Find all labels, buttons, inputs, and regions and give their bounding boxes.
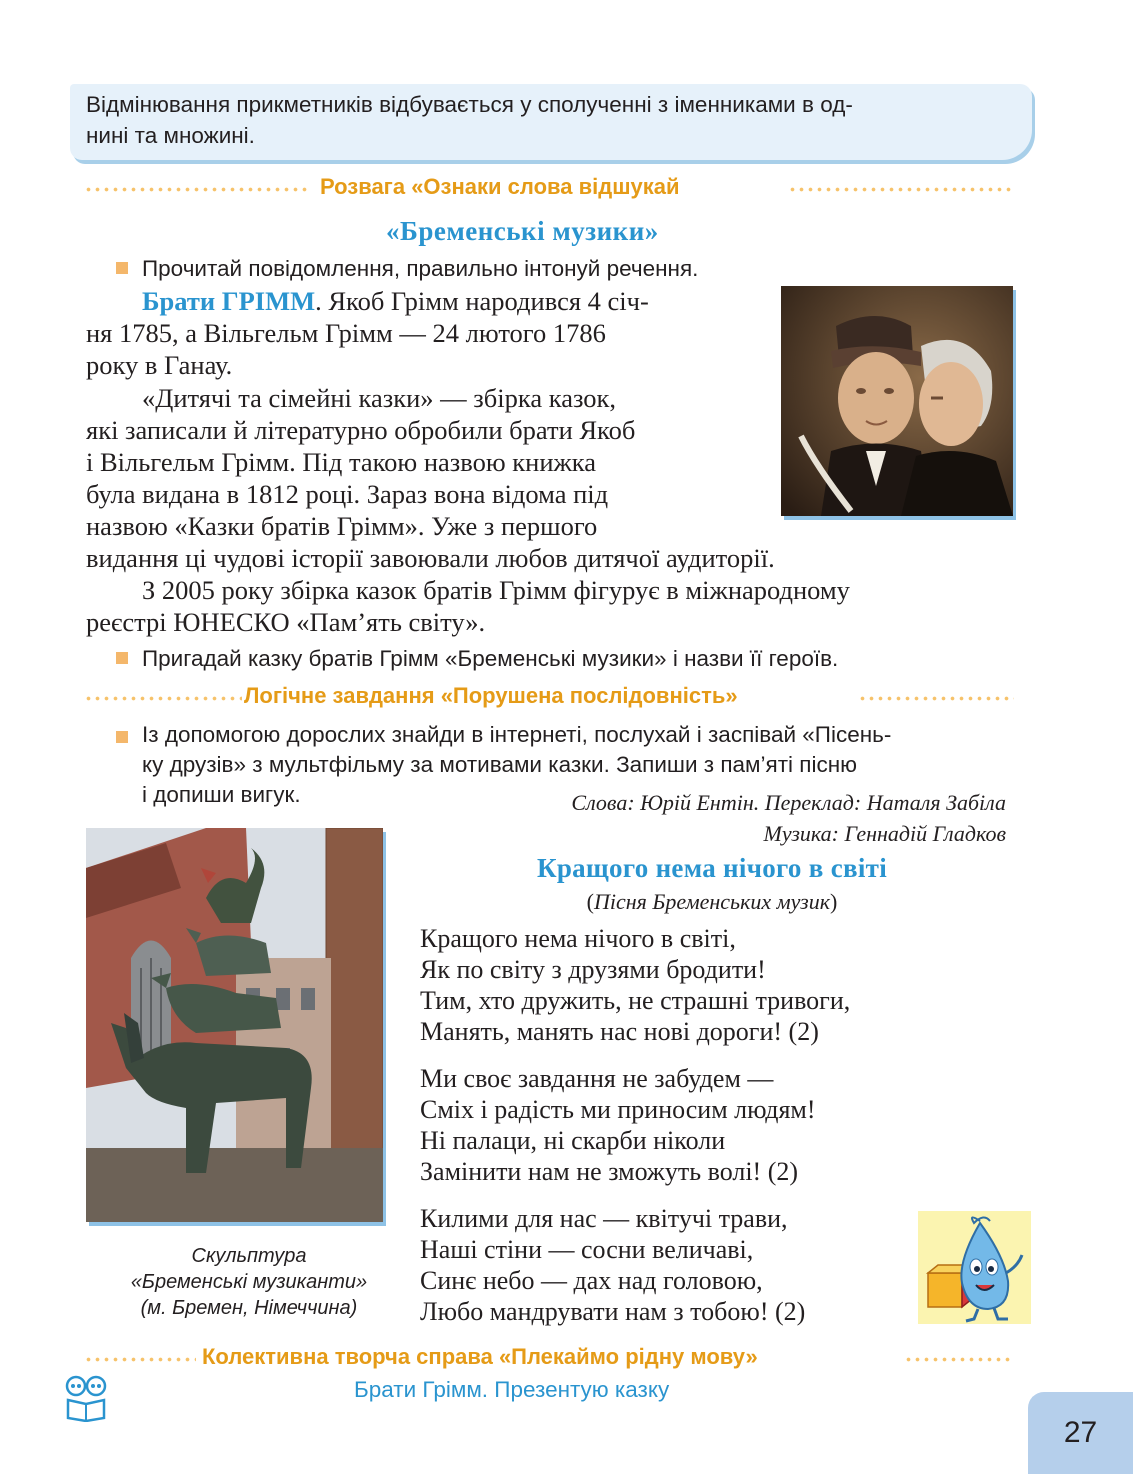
rule-text bbox=[86, 89, 1016, 151]
song-subtitle: (Пісня Бременських музик) bbox=[586, 889, 838, 914]
dotted-divider bbox=[84, 187, 310, 192]
song-line: Ні палаци, ні скарби ніколи bbox=[420, 1126, 726, 1155]
song-line: Як по світу з друзями бродити! bbox=[420, 955, 766, 984]
page-number: 27 bbox=[1028, 1392, 1133, 1474]
task-3-line-2: ку друзів» з мультфільму за мотивами казки. Запиши з пам’яті пісню bbox=[142, 752, 858, 777]
game-title: Розвага «Ознаки слова відшукай bbox=[320, 174, 680, 199]
article-line: назвою «Казки братів Грімм». Уже з першого bbox=[86, 511, 598, 541]
article-line-1: Брати ГРІММ. Якоб Грімм народився 4 січ- bbox=[142, 286, 649, 316]
song-stanza-1 bbox=[420, 923, 850, 1047]
article-line: ня 1785, а Вільгельм Грімм — 24 лютого 1786 bbox=[86, 318, 606, 348]
bullet-square bbox=[116, 652, 128, 664]
project-subtitle: Брати Грімм. Презентую казку bbox=[354, 1377, 670, 1402]
article-line: і Вільгельм Грімм. Під такою назвою книжка bbox=[86, 447, 597, 477]
project-title: Колективна творча справа «Плекаймо рідну мову» bbox=[202, 1344, 758, 1369]
song-line: Килими для нас — квітучі трави, bbox=[420, 1204, 788, 1233]
dotted-divider bbox=[84, 1357, 196, 1362]
article-line: року в Ганау. bbox=[86, 350, 233, 380]
song-stanza-3 bbox=[420, 1203, 805, 1327]
song-line: Любо мандрувати нам з тобою! (2) bbox=[420, 1297, 806, 1326]
task-3-line-1: Із допомогою дорослих знайди в інтернеті, послухай і заспівай «Пісень- bbox=[142, 722, 892, 747]
rule-line-2: нині та множині. bbox=[86, 123, 255, 148]
group-reading-icon bbox=[62, 1374, 110, 1422]
task-1: Прочитай повідомлення, правильно інтонуй речення. bbox=[142, 256, 699, 281]
dotted-divider bbox=[84, 696, 242, 701]
song-line: Замінити нам не зможуть волі! (2) bbox=[420, 1157, 799, 1186]
article-line: З 2005 року збірка казок братів Грімм фігурує в міжнародному bbox=[142, 575, 850, 605]
credits-music: Музика: Геннадій Гладков bbox=[763, 821, 1006, 846]
bullet-square bbox=[116, 262, 128, 274]
article-line: була видана в 1812 році. Зараз вона відома під bbox=[86, 479, 609, 509]
rule-line-1: Відмінювання прикметників відбувається у сполученні з іменниками в од- bbox=[86, 92, 853, 117]
song-line: Сміх і радість ми приносим людям! bbox=[420, 1095, 816, 1124]
article-line: видання ці чудові історії завоювали любов дитячої аудиторії. bbox=[86, 543, 775, 573]
grimm-brothers-portrait bbox=[781, 286, 1013, 516]
dotted-divider bbox=[904, 1357, 1014, 1362]
game-subtitle: «Бременські музики» bbox=[386, 216, 659, 246]
droplet-mascot-illustration bbox=[918, 1211, 1031, 1324]
dotted-divider bbox=[788, 187, 1014, 192]
task-2: Пригадай казку братів Грімм «Бременські музики» і назви її героїв. bbox=[142, 646, 839, 671]
song-line: Тим, хто дружить, не страшні тривоги, bbox=[420, 986, 851, 1015]
song-line: Кращого нема нічого в світі, bbox=[420, 924, 736, 953]
song-line: Манять, манять нас нові дороги! (2) bbox=[420, 1017, 819, 1046]
credits-words: Слова: Юрій Ентін. Переклад: Наталя Забіла bbox=[571, 790, 1006, 815]
song-stanza-2 bbox=[420, 1063, 816, 1187]
dotted-divider bbox=[858, 696, 1014, 701]
song-title: Кращого нема нічого в світі bbox=[536, 853, 888, 883]
song-line: Синє небо — дах над головою, bbox=[420, 1266, 763, 1295]
article-heading: Брати ГРІММ bbox=[142, 286, 316, 316]
logic-title: Логічне завдання «Порушена послідовність» bbox=[244, 683, 738, 708]
statue-caption: Скульптура «Бременські музиканти» (м. Бремен, Німеччина) bbox=[130, 1245, 368, 1319]
article-line: які записали й літературно обробили брати Якоб bbox=[86, 415, 636, 445]
bremen-musicians-statue-photo bbox=[86, 828, 383, 1222]
article-line: «Дитячі та сімейні казки» — збірка казок, bbox=[142, 383, 617, 413]
song-line: Ми своє завдання не забудем — bbox=[420, 1064, 774, 1093]
bullet-square bbox=[116, 731, 128, 743]
task-3-line-3: і допиши вигук. bbox=[142, 782, 301, 807]
song-line: Наші стіни — сосни величаві, bbox=[420, 1235, 754, 1264]
article-line: реєстрі ЮНЕСКО «Пам’ять світу». bbox=[86, 607, 486, 637]
